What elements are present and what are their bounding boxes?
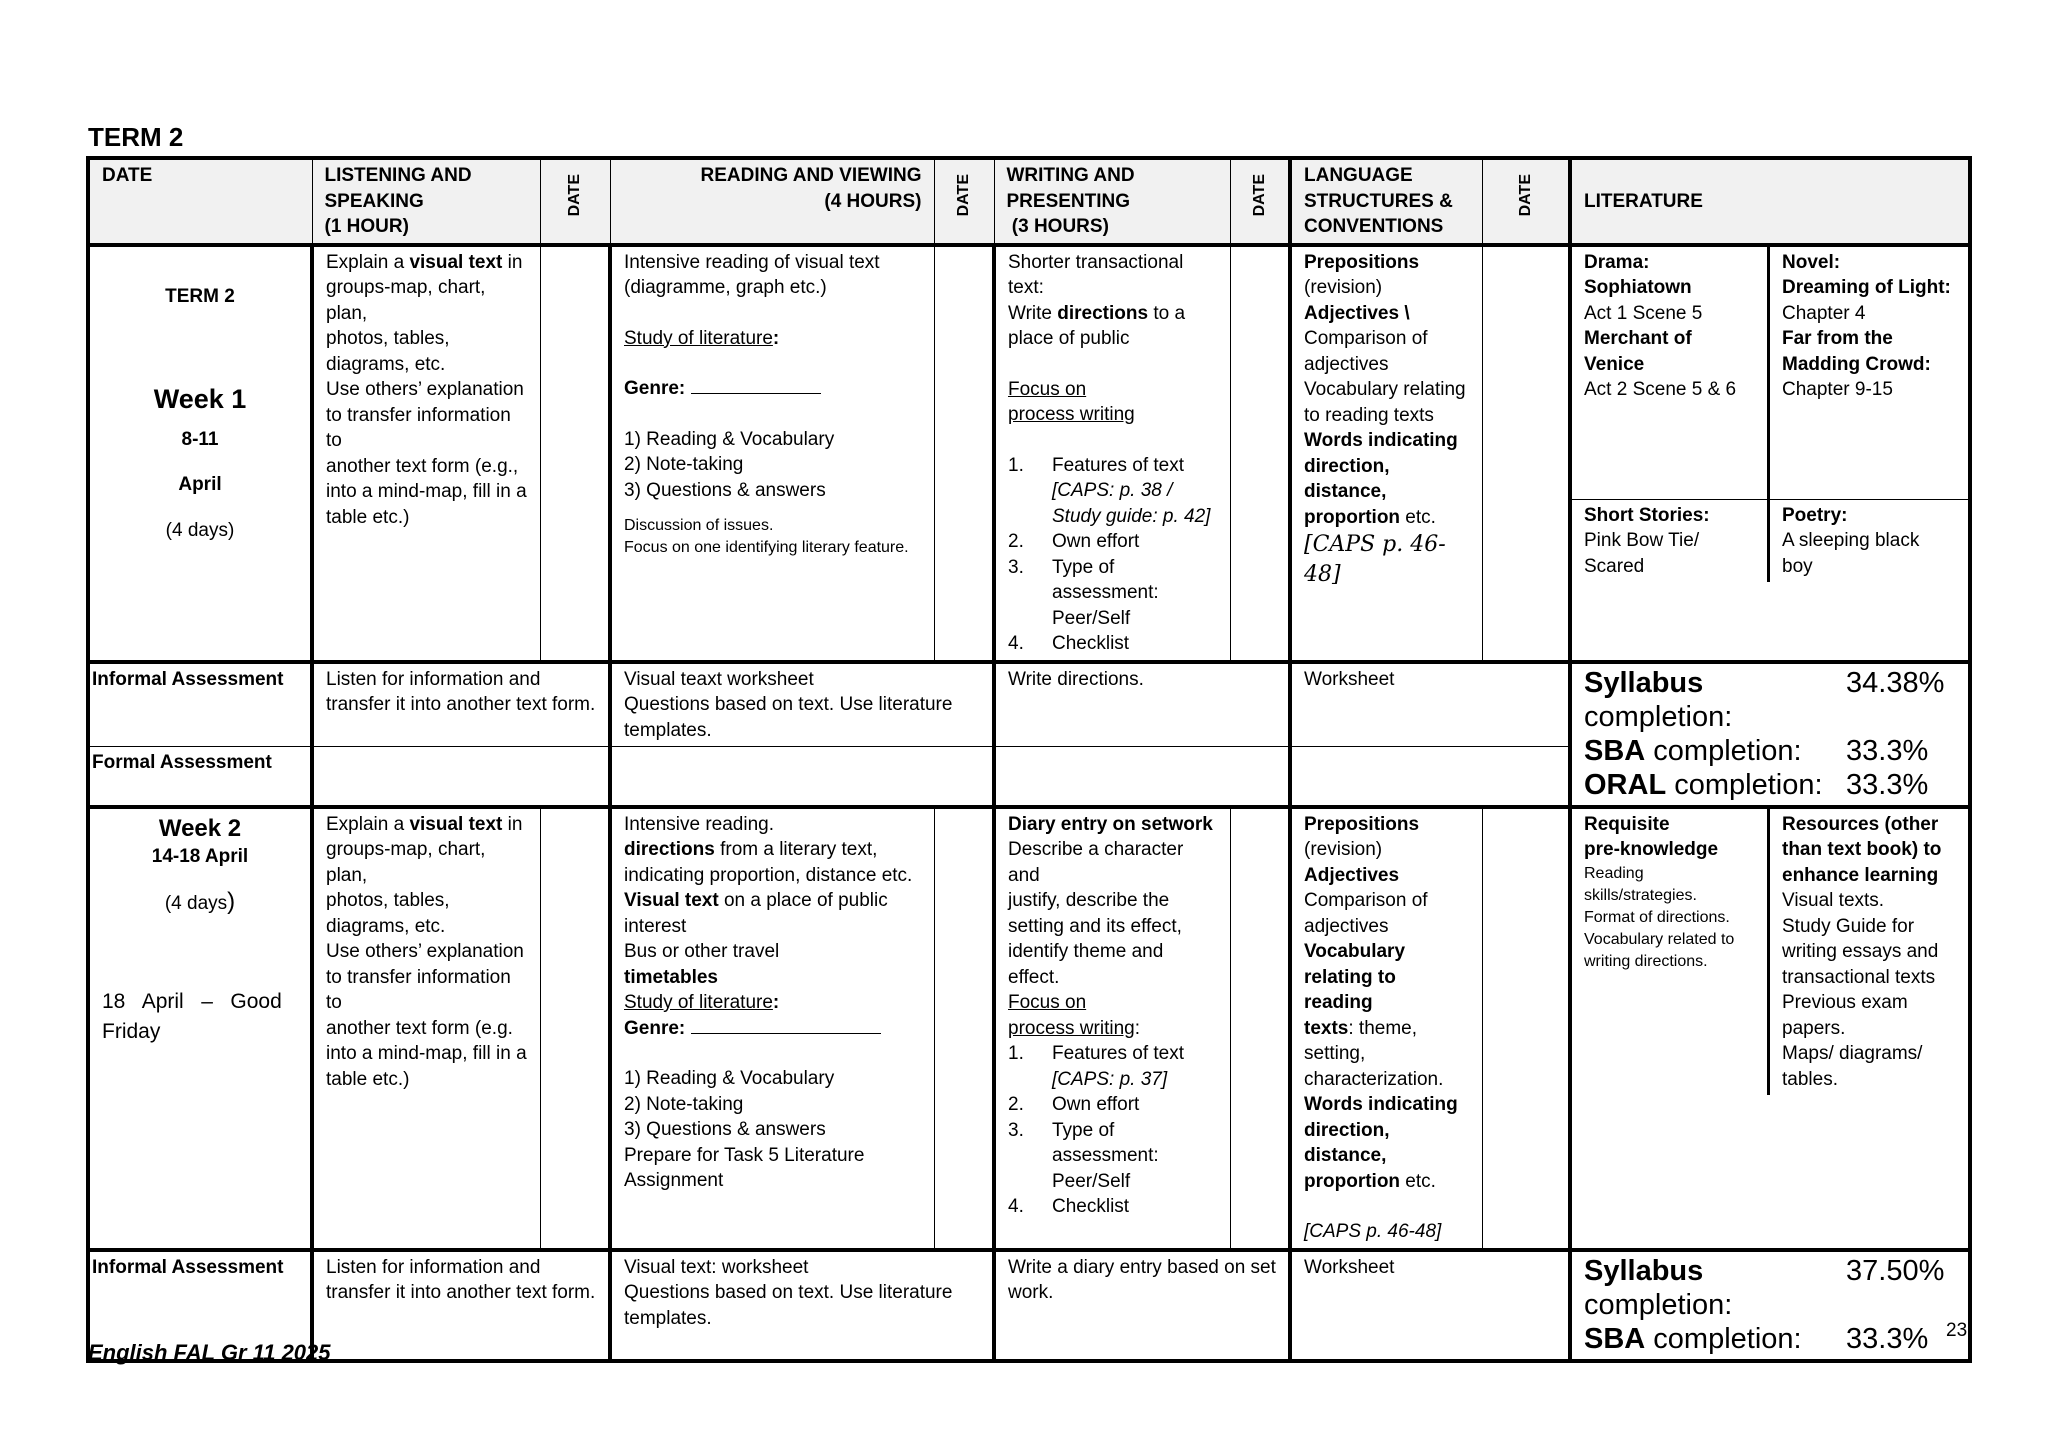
week1-reading: Intensive reading of visual text (diagramme, graph etc.) Study of literature: Genre: 1) Reading & Vocabulary 2) Note-taking 3) Questions & answers Discussion of issues. Focus on one identifying literary feature. bbox=[610, 245, 934, 662]
term-plan-table bbox=[86, 156, 1972, 1363]
week2-reading-date bbox=[934, 807, 994, 1250]
assessment1-formal-label: Formal Assessment bbox=[88, 747, 312, 807]
week2-resources: Resources (other than text book) to enhance learning Visual texts. Study Guide for writing essays and transactional texts Previous exam papers. Maps/ diagrams/ tables. bbox=[1782, 813, 1942, 1090]
week2-language-date bbox=[1482, 807, 1570, 1250]
footer-page-number: 23 bbox=[1946, 1320, 1968, 1341]
header-reading: READING AND VIEWING (4 HOURS) bbox=[610, 158, 934, 245]
week2-prerequisite: Requisite pre-knowledge Reading skills/strategies. Format of directions. Vocabulary related to writing directions. bbox=[1572, 809, 1770, 1096]
week2-listening: Explain a visual text in groups-map, chart, plan, photos, tables, diagrams, etc. Use others’ explanation to transfer information to another text form (e.g. into a mind-map, fill in a table etc.) bbox=[312, 807, 540, 1250]
week1-poetry: Poetry: A sleeping black boy bbox=[1770, 499, 1968, 583]
week2-language: Prepositions (revision) Adjectives Comparison of adjectives Vocabulary relating to reading texts: theme, setting, characterization. Words indicating direction, distance, proportion etc. [CAPS p. 46-48] bbox=[1290, 807, 1482, 1250]
week2-reading: Intensive reading. directions from a literary text, indicating proportion, distance etc. Visual text on a place of public interest Bus or other travel timetables Study of literature: Genre: 1) Reading & Vocabulary 2) Note-taking 3) Questions & answers Prepare for Task 5 Literature Assignment bbox=[610, 807, 934, 1250]
assessment1-informal-label: Informal Assessment bbox=[88, 662, 312, 747]
syllabus-completion-value-2: 37.50% bbox=[1846, 1254, 1945, 1287]
week2-row bbox=[88, 807, 1970, 1250]
assessment1-formal-listening bbox=[312, 747, 610, 807]
assessment1-writing: Write directions. bbox=[994, 662, 1290, 747]
week2-holiday: 18 April – Good bbox=[102, 989, 282, 1013]
week1-month: April bbox=[178, 474, 222, 495]
assessment2-writing: Write a diary entry based on set work. bbox=[994, 1250, 1290, 1361]
assessment2-language: Worksheet bbox=[1290, 1250, 1570, 1361]
week2-days: (4 days) bbox=[164, 888, 236, 915]
header-writing: WRITING AND PRESENTING (3 HOURS) bbox=[994, 158, 1230, 245]
assessment2-completion: Syllabus completion: 37.50% SBA completion: 33.3% bbox=[1570, 1250, 1970, 1361]
week1-row bbox=[88, 245, 1970, 662]
week1-days: (4 days) bbox=[165, 519, 235, 541]
week1-language: Prepositions (revision) Adjectives \ Comparison of adjectives Vocabulary relating to reading texts Words indicating direction, distance, proportion etc. [CAPS p. 46- 48] bbox=[1290, 245, 1482, 662]
week1-listening-date bbox=[540, 245, 610, 662]
week2-listening-date bbox=[540, 807, 610, 1250]
week1-short-stories: Short Stories: Pink Bow Tie/ Scared bbox=[1572, 499, 1770, 583]
week1-date-cell bbox=[88, 245, 312, 662]
week1-writing-date bbox=[1230, 245, 1290, 662]
assessment1-formal-writing bbox=[994, 747, 1290, 807]
week1-reading-date bbox=[934, 245, 994, 662]
assessment1-formal-language bbox=[1290, 747, 1570, 807]
assessment2-listening: Listen for information and transfer it into another text form. bbox=[312, 1250, 610, 1361]
header-date-language: DATE bbox=[1482, 158, 1570, 245]
assessment1-listening: Listen for information and transfer it into another text form. bbox=[312, 662, 610, 747]
week2-literature bbox=[1570, 807, 1970, 1250]
page-heading: TERM 2 bbox=[88, 122, 184, 152]
oral-completion-value: 33.3% bbox=[1846, 768, 1929, 801]
header-date: DATE bbox=[88, 158, 312, 245]
assessment1-reading: Visual teaxt worksheet Questions based on text. Use literature templates. bbox=[610, 662, 994, 747]
sba-completion-value: 33.3% bbox=[1846, 734, 1929, 767]
header-language: LANGUAGE STRUCTURES & CONVENTIONS bbox=[1290, 158, 1482, 245]
assessment1-informal-row bbox=[88, 662, 1970, 747]
header-listening: LISTENING AND SPEAKING (1 HOUR) bbox=[312, 158, 540, 245]
week1-drama: Drama: Sophiatown Act 1 Scene 5 Merchant of Venice Act 2 Scene 5 & 6 bbox=[1572, 247, 1770, 499]
header-date-listening: DATE bbox=[540, 158, 610, 245]
footer-document-title: English FAL Gr 11 2025 bbox=[88, 1340, 331, 1365]
header-date-writing: DATE bbox=[1230, 158, 1290, 245]
week2-writing-date bbox=[1230, 807, 1290, 1250]
week1-language-date bbox=[1482, 245, 1570, 662]
week2-title: Week 2 bbox=[158, 814, 242, 842]
week1-dates: 8-11 bbox=[181, 428, 219, 450]
header-literature: LITERATURE bbox=[1570, 158, 1970, 245]
week1-writing: Shorter transactional text: Write directions to a place of public Focus on process writing 1. Features of text [CAPS: p. 38 / Study guide: p. 42] 2. Own effort 3. Type of assessment: Peer/Self 4. Checklist bbox=[994, 245, 1230, 662]
sba-completion-value-2: 33.3% bbox=[1846, 1322, 1929, 1355]
assessment1-language: Worksheet bbox=[1290, 662, 1570, 747]
week1-novel: Novel: Dreaming of Light: Chapter 4 Far from the Madding Crowd: Chapter 9-15 bbox=[1782, 251, 1951, 400]
week1-title: Week 1 bbox=[153, 384, 247, 414]
week1-term-label: TERM 2 bbox=[165, 285, 235, 307]
week2-writing: Diary entry on setwork Describe a character and justify, describe the setting and its effect, identify theme and effect. Focus on process writing: 1. Features of text [CAPS: p. 37] 2. Own effort 3. Type of assessment: Peer/Self 4. Checklist bbox=[994, 807, 1230, 1250]
assessment2-reading: Visual text: worksheet Questions based on text. Use literature templates. bbox=[610, 1250, 994, 1361]
header-row bbox=[88, 158, 1970, 245]
week1-listening: Explain a visual text in groups-map, chart, plan, photos, tables, diagrams, etc. Use others’ explanation to transfer information to another text form (e.g., into a mind-map, fill in a table etc.) bbox=[312, 245, 540, 662]
assessment1-formal-reading bbox=[610, 747, 994, 807]
week2-dates: 14-18 April bbox=[151, 845, 249, 867]
header-date-reading: DATE bbox=[934, 158, 994, 245]
week1-literature bbox=[1570, 245, 1970, 662]
assessment2-informal-label: Informal Assessment bbox=[88, 1250, 312, 1361]
assessment2-informal-row bbox=[88, 1250, 1970, 1361]
assessment1-completion: Syllabus completion: 34.38% SBA completion: 33.3% ORAL completion: 33.3% bbox=[1570, 662, 1970, 807]
week2-date-cell: Week 2 14-18 April (4 days) 18 April – Good Friday bbox=[88, 807, 312, 1250]
syllabus-completion-value: 34.38% bbox=[1846, 666, 1945, 699]
